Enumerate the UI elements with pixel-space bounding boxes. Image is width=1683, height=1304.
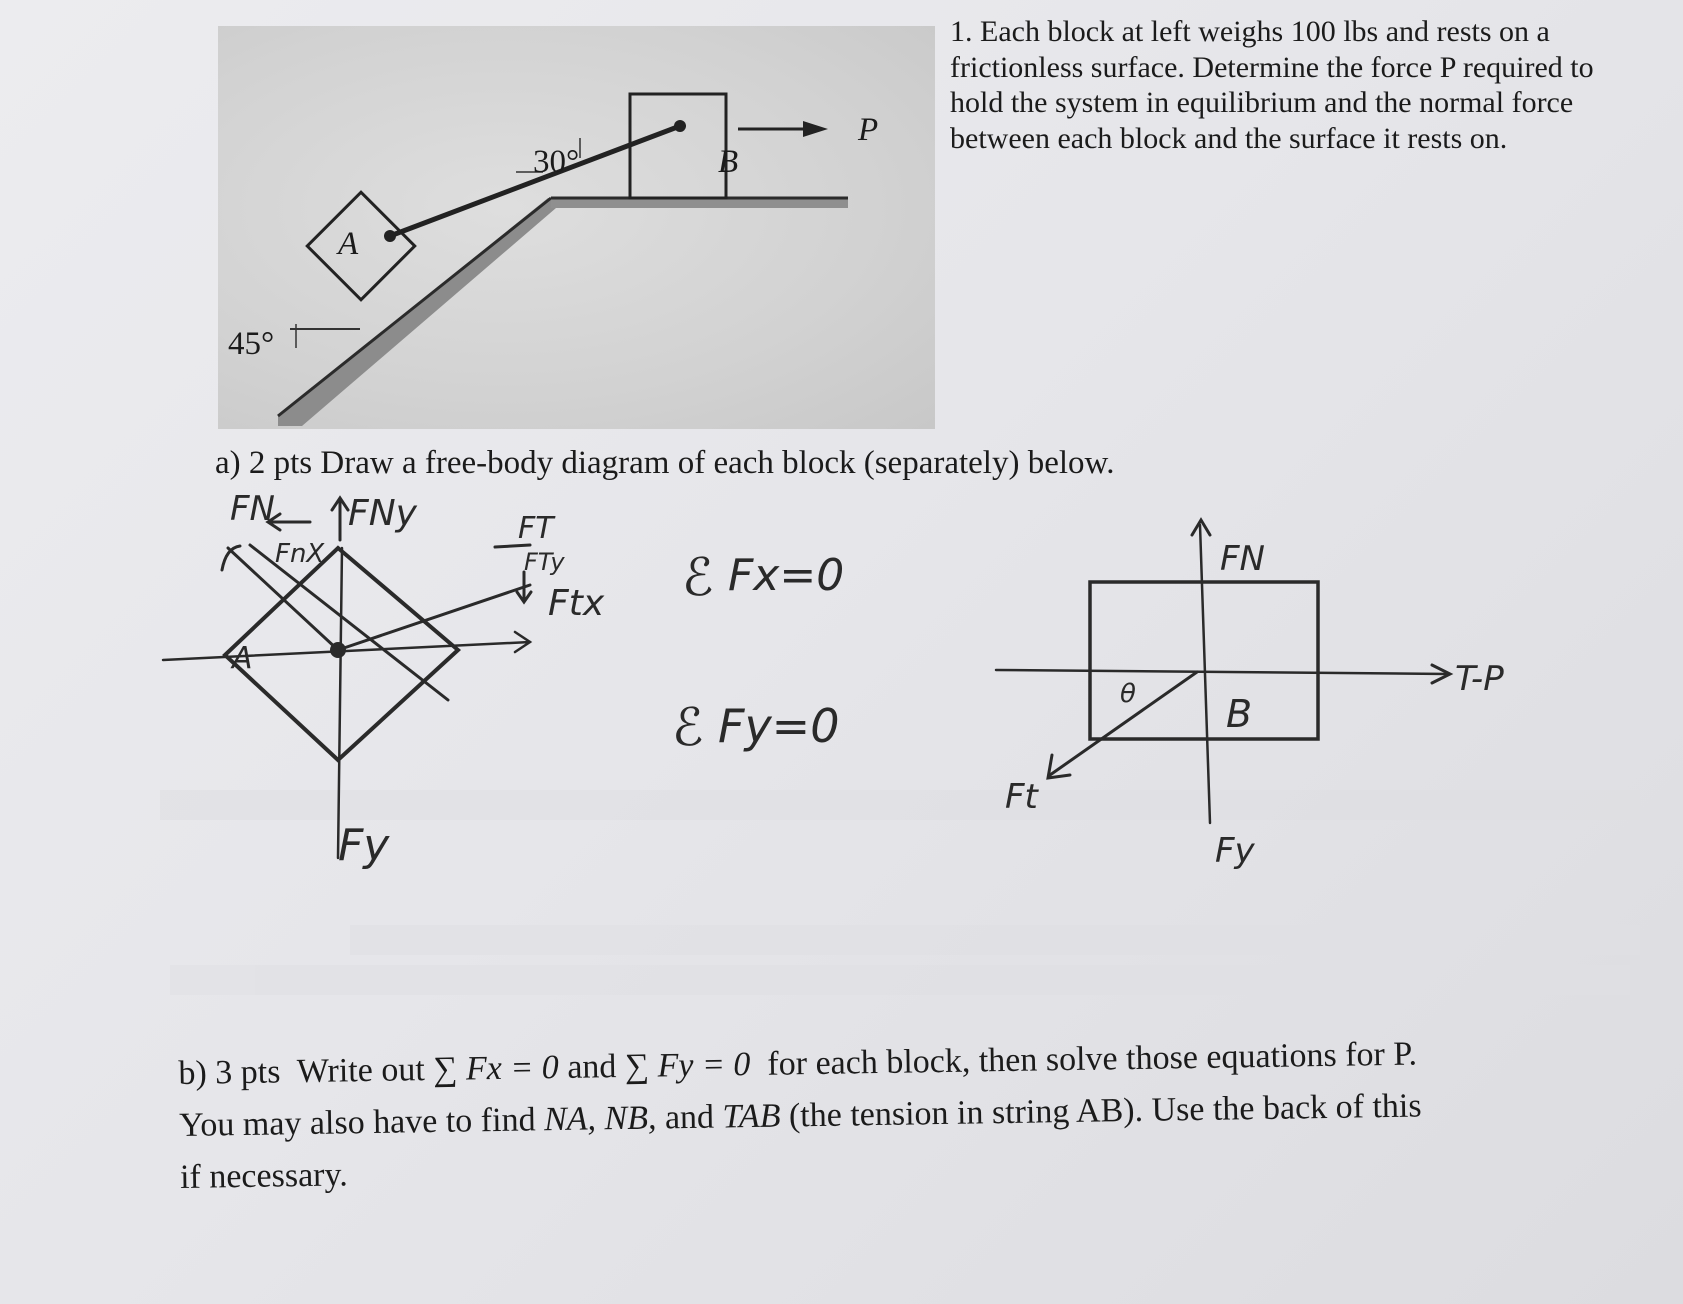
problem-number: 1. bbox=[950, 15, 973, 48]
fbd-a-fny-label: FNy bbox=[348, 493, 417, 534]
equation-sum-fx: Fx=0 bbox=[728, 550, 845, 601]
part-b-line3: if necessary. bbox=[179, 1156, 349, 1196]
fbd-b-x-axis bbox=[996, 670, 1448, 674]
part-b-sum-fx: ∑ Fx = 0 bbox=[432, 1049, 560, 1088]
fbd-a-fnx-label: FnX bbox=[275, 539, 325, 569]
part-b-instructions: for each block, then solve those equations for P. bbox=[767, 1035, 1418, 1083]
equation-sum-fy: Fy=0 bbox=[718, 699, 840, 753]
part-a-prompt: a) 2 pts Draw a free-body diagram of each block (separately) below. bbox=[215, 445, 1115, 481]
part-b-na: NA, bbox=[543, 1100, 597, 1139]
problem-statement-text: Each block at left weighs 100 lbs and rests on a frictionless surface. Determine the force P required to hold the system in equilibrium and the normal force between each block and the surface it rests on. bbox=[950, 15, 1594, 155]
fbd-b-tp-label: T-P bbox=[1455, 659, 1504, 699]
part-b-line2-start: You may also have to find bbox=[178, 1101, 536, 1144]
fbd-b-y-axis bbox=[1200, 525, 1210, 823]
part-b-label: b) 3 pts bbox=[178, 1053, 281, 1092]
block-a-label: A bbox=[338, 226, 359, 262]
fbd-a-center bbox=[332, 644, 344, 656]
fbd-a-block-label: A bbox=[232, 641, 253, 676]
part-b-line2-end: (the tension in string AB). Use the back of this bbox=[788, 1087, 1422, 1135]
fbd-a-x-axis bbox=[163, 642, 530, 660]
part-b-write-out: Write out bbox=[296, 1051, 426, 1091]
fbd-b-ft-label: Ft bbox=[1005, 777, 1038, 817]
fbd-a-tension-line bbox=[338, 585, 530, 650]
part-b-sum-fy: ∑ Fy = 0 bbox=[624, 1046, 751, 1085]
angle-45-label: 45° bbox=[228, 326, 275, 362]
part-b-prompt bbox=[178, 1024, 1680, 1204]
fbd-a-fty-label: FTy bbox=[524, 548, 565, 576]
force-p-label: P bbox=[858, 112, 879, 148]
sum-symbol-y: ℰ bbox=[672, 698, 704, 758]
fbd-a-ft-label: FT bbox=[518, 511, 554, 546]
fbd-a-ftx-label: Ftx bbox=[548, 583, 605, 624]
fbd-b-block-label: B bbox=[1226, 692, 1253, 736]
angle-30-label: 30° bbox=[533, 144, 580, 180]
fbd-a-fy-label: Fy bbox=[338, 820, 390, 871]
fbd-b-fy-label: Fy bbox=[1215, 831, 1255, 871]
sum-symbol-x: ℰ bbox=[682, 548, 714, 608]
part-b-tab: TAB bbox=[722, 1097, 781, 1136]
part-b-and: and bbox=[566, 1048, 617, 1086]
part-b-nb: NB, bbox=[604, 1099, 657, 1138]
fbd-b-fn-label: FN bbox=[1220, 539, 1265, 579]
fbd-a-fn-label: FN bbox=[230, 489, 275, 529]
block-b-label: B bbox=[718, 144, 739, 180]
fbd-b-theta-label: θ bbox=[1120, 679, 1136, 709]
part-b-and2: and bbox=[664, 1098, 715, 1137]
